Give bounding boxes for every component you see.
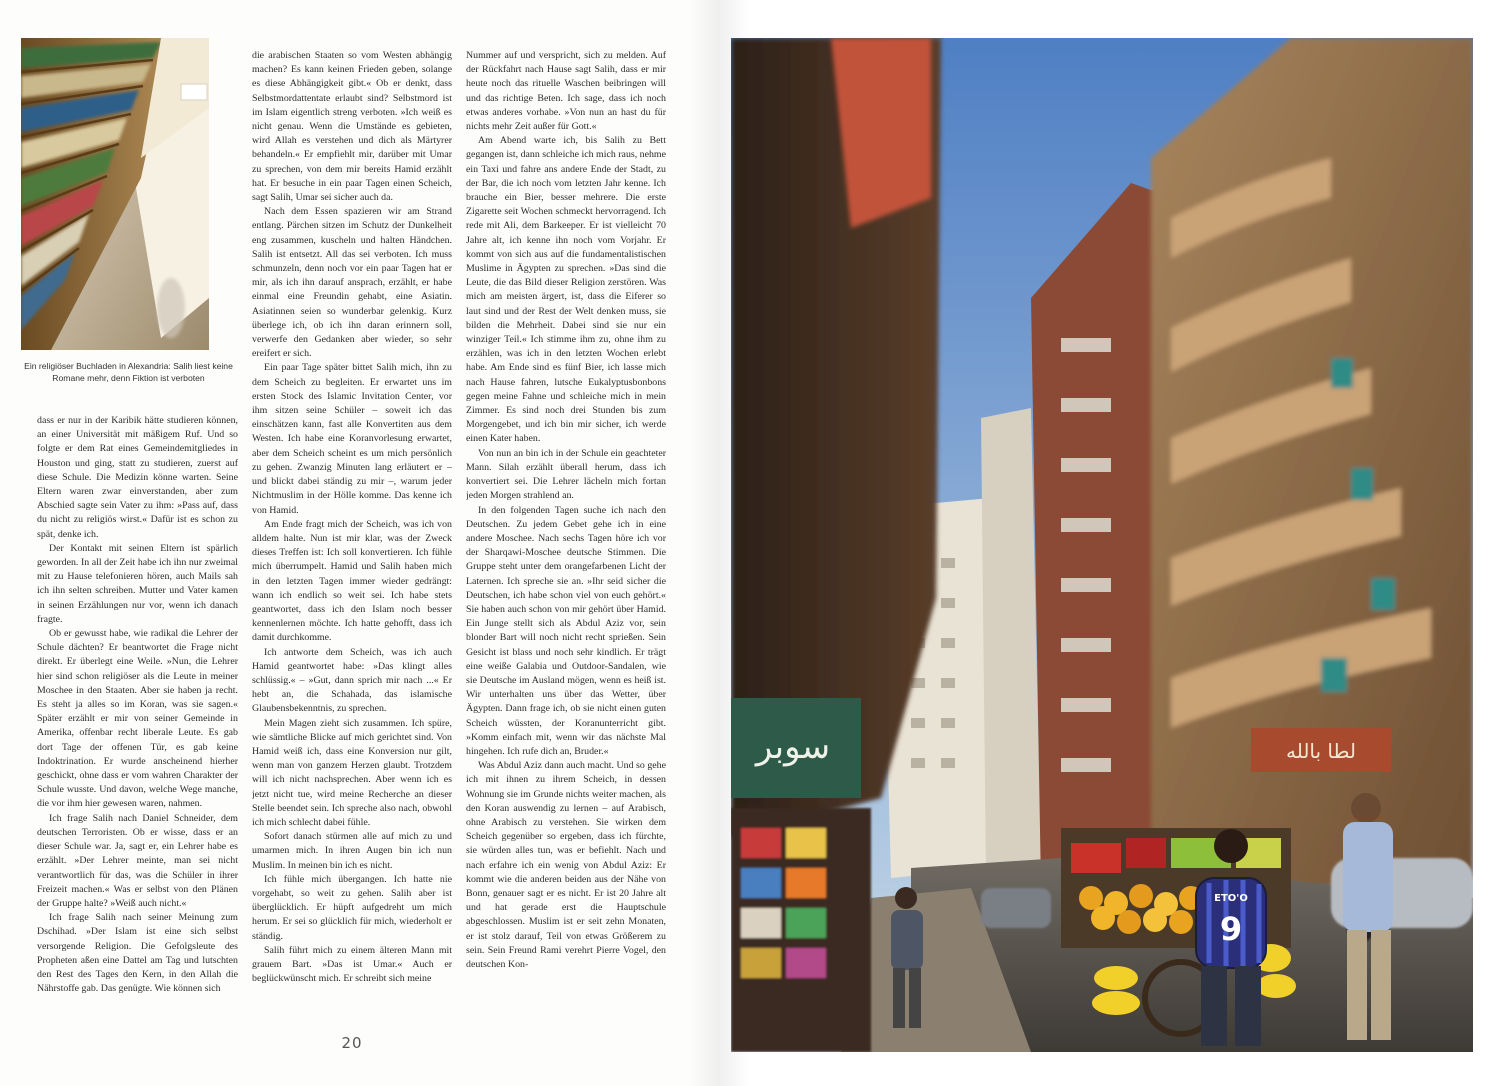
bookshop-photo [21, 38, 209, 350]
paragraph: Nummer auf und verspricht, sich zu melden. Auf der Rückfahrt nach Hause sagt Salih, dass er mir heute noch das rituelle Waschen beibringen will und das richtige Beten. Ich sage, dass ich noch etwas anderes vorhabe. »Von nun an hast du für nichts mehr Zeit außer für Gott.« [466, 50, 666, 133]
paragraph: dass er nur in der Karibik hätte studieren können, an einer Universität mit mäßigem Ruf. Und so folgte er dem Rat eines Gemeindemitgliedes in Houston und ging, statt zu studieren, zuerst auf diese Schule. Die Medizin könne warten. Seine Eltern waren zwar einverstanden, aber zum Abschied sagte sein Vater zu ihm: »Pass auf, dass du nicht zu religiös wirst.« Dafür ist es schon zu spät, denke ich. [37, 415, 238, 540]
paragraph: die arabischen Staaten so vom Westen abhängig machen? Es kann keinen Frieden geben, solange es diese Abhängigkeit gibt.« Ob er denkt, dass Selbstmordattentate erlaubt sind? Selbstmord ist im Islam eigentlich streng verboten. »Ich weiß es nicht genau. Wenn die Umstände es gebieten, wird Allah es verstehen und dich als Märtyrer behandeln.« Er empfiehlt mir, darüber mit Umar zu sprechen, von dem mir bereits Hamid erzählt hat. Er besuche in ein paar Tagen einen Scheich, sagt Salih, Umar sei sicher auch da. [252, 50, 452, 204]
paragraph: Salih führt mich zu einem älteren Mann mit grauem Bart. »Das ist Umar.« Auch er beglückwünscht mich. Er schreibt sich meine [252, 944, 452, 985]
bookshop-illustration [21, 38, 209, 350]
article-column-2 [252, 49, 452, 1024]
paragraph: Ein paar Tage später bittet Salih mich, ihn zu dem Scheich zu begleiten. Er erwartet uns im ersten Stock des Islamic Invitation Center, vor ihm sitzen seine Schüler – soweit ich das einschätzen kann, fast alle Konvertiten aus dem Westen. Ich habe eine Koranvorlesung erwartet, aber dem Scheich scheint es um mich persönlich zu gehen. Zwanzig Minuten lang erläutert er – und blickt dabei ständig zu mir –, warum jeder Nichtmuslim in der Hölle komme. Das kenne ich von Hamid. [252, 362, 452, 516]
paragraph: Sofort danach stürmen alle auf mich zu und umarmen mich. In ihren Augen bin ich nun Muslim. In meinen bin ich es nicht. [252, 831, 452, 871]
paragraph: Der Kontakt mit seinen Eltern ist spärlich geworden. In all der Zeit habe ich ihn nur zweimal mit zu Hause telefonieren hören, auch Mails sah ich ihn selten schreiben. Mutter und Vater kamen in seinen Erzählungen nur vor, wenn ich danach fragte. [37, 542, 238, 625]
paragraph: In den folgenden Tagen suche ich nach den Deutschen. Zu jedem Gebet gehe ich in eine andere Moschee. Nach sechs Tagen höre ich vor der Sharqawi-Moschee deutsche Stimmen. Die Gruppe steht unter dem orangefarbenen Licht der Laternen. Ich spreche sie an. »Ihr seid sicher die Deutschen, ich habe schon viel von euch gehört.« Sie haben auch schon von mir gehört über Hamid. Ein Junge stellt sich als Abdul Aziz vor, sein blonder Bart will noch nicht recht sprießen. Sein Gesicht ist blass und noch sehr kindlich. Er trägt eine weiße Galabia und Outdoor-Sandalen, wie sie Deutsche im Ausland mögen, wenn es heiß ist. Wir unterhalten uns über das Wetter, über Ägypten. Dann frage ich, ob sie nicht einen guten Scheich wüssten, der Koranunterricht gibt. »Komm einfach mit, wenn wir das nächste Mal hingehen. Ich rufe dich an, Bruder.« [466, 504, 666, 757]
balcony-sign-text: لطا بالله [1285, 739, 1357, 763]
paragraph: Ich antworte dem Scheich, was ich auch Hamid geantwortet habe: »Das klingt alles schlüssig.« – »Gut, dann sprich mir nach ...« Er hebt an, die Schahada, das islamische Glaubensbekenntnis, zu sprechen. [252, 646, 452, 715]
paragraph: Mein Magen zieht sich zusammen. Ich spüre, wie sämtliche Blicke auf mich gerichtet sind. Von Hamid weiß ich, dass eine Konversion nur gilt, wenn man von ganzem Herzen glaubt. Trotzdem will ich nicht nachsprechen. Aber wenn ich es jetzt nicht tue, wird meine Recherche an dieser Stelle beendet sein. Ich spreche also nach, obwohl ich mich schlecht dabei fühle. [252, 717, 452, 828]
street-photo [731, 38, 1473, 1052]
paragraph: Am Abend warte ich, bis Salih zu Bett gegangen ist, dann schleiche ich mich raus, nehme ein Taxi und fahre ans andere Ende der Stadt, zu der Bar, die ich noch vom letzten Jahr kenne. Ich brauche ein Bier, besser mehrere. Die erste Zigarette seit Wochen schmeckt hervorragend. Ich rede mit Ali, dem Barkeeper. Er ist vielleicht 70 Jahre alt, ich kenne ihn noch vom Vorjahr. Er kommt von sich aus auf die fundamentalistischen Muslime in Ägypten zu sprechen. »Das sind die Leute, die das Bild dieser Religion zerstören. Was mich am meisten ärgert, ist, dass die Eiferer so laut sind und der Rest der Welt denken muss, sie bilden die Mehrheit. Dabei sind sie nur ein winziger Teil.« Ich stimme ihm zu, ohne ihm zu erzählen, was ich in den letzten Wochen erlebt habe. Am Ende sind es fünf Bier, ich lasse mich nach Hause fahren, lutsche Eukalyptusbonbons gegen meine Fahne und schleiche mich in mein Zimmer. Es sind noch drei Stunden bis zum Morgengebet, und ich bin mir sicher, ich werde einen Kater haben. [466, 135, 666, 445]
left-page [0, 0, 720, 1086]
shop-sign-text: سوبر [755, 727, 831, 767]
paragraph: Was Abdul Aziz dann auch macht. Und so gehe ich mit ihnen zu ihrem Scheich, in dessen Wohnung sie im Grunde nichts weiter machen, als den Koran auswendig zu lernen – auf Arabisch, ohne Arabisch zu verstehen. Sie wirken dem Scheich gegenüber so ergeben, dass ich fürchte, sie würden alles tun, was er befiehlt. Nach und nach erfahre ich ein wenig von Abdul Aziz: Er kommt wie die anderen beiden aus der Nähe von Bonn, genauer sagt er es nicht. Er ist 20 Jahre alt und hat gerade erst die Hauptschule abgeschlossen. Muslim ist er seit zehn Monaten, er ist stolz darauf, Teil von etwas Größerem zu sein. Sein Freund Rami verehrt Pierre Vogel, den deutschen Kon- [466, 760, 666, 970]
photo-caption: Ein religiöser Buchladen in Alexandria: Salih liest keine Romane mehr, denn Fiktion ist verboten [24, 361, 233, 383]
paragraph: Ob er gewusst habe, wie radikal die Lehrer der Schule dächten? Er beantwortet die Frage nicht direkt. Er überlegt eine Weile. »Nun, die Lehrer hier sind schon religiöser als die Leute in meiner Moschee in den Staaten. Aber sie haben ja recht. Es steht ja alles so im Koran, was sie sagen.« Später erzählt er mir von seiner Gemeinde in Amerika, offenbar recht liberale Leute. Es gab dort Tage der offenen Tür, es gab keine Indoktrination. Er wurde anscheinend hierher geschickt, ohne dass er vom wahren Charakter der Schule wusste. Und davon, welche Wege manche, die vor ihm hier gewesen waren, nahmen. [37, 628, 238, 810]
page-number: 20 [341, 1034, 363, 1052]
paragraph: Am Ende fragt mich der Scheich, was ich von alldem halte. Nun ist mir klar, was der Zweck dieses Treffen ist: Ich soll konvertieren. Ich fühle mich überrumpelt. Hamid und Salih haben mich in den letzten Tagen immer wieder gedrängt: wann ich endlich so weit sei. Ich habe stets geantwortet, dass ich den Islam noch besser kennenlernen möchte. Ich hatte gehofft, dass ich damit durchkomme. [252, 518, 452, 644]
article-column-3 [466, 49, 666, 1024]
article-column-1 [37, 414, 238, 1024]
jersey-name: ETO'O [1214, 893, 1248, 904]
paragraph: Ich frage Salih nach Daniel Schneider, dem deutschen Terroristen. Ob er wisse, dass er an dieser Schule war. Ja, sagt er, ein Lehrer habe es erzählt. »Der Lehrer meinte, man sei nicht verantwortlich für das, was die Schüler in ihrer Freizeit machen.« Was er selbst von den Plänen der Gruppe halte? »Weiß auch nicht.« [37, 812, 238, 909]
paragraph: Ich fühle mich übergangen. Ich hatte nie vorgehabt, so weit zu gehen. Salih aber ist überglücklich. Er hüpft aufgedreht um mich herum. Er sei so glücklich für mich, wiederholt er ständig. [252, 873, 452, 942]
paragraph: Ich frage Salih nach seiner Meinung zum Dschihad. »Der Islam ist eine sich selbst versorgende Religion. Die Gefolgsleute des Propheten aßen eine Dattel am Tag und lutschten den Rest des Tages den Kern, in den Allah die Nährstoffe gab. Das genügte. Wie können sich [37, 912, 238, 995]
paragraph: Von nun an bin ich in der Schule ein geachteter Mann. Silah erzählt überall herum, dass ich konvertiert sei. Die Lehrer lächeln mich fortan jeden Morgen strahlend an. [466, 447, 666, 502]
jersey-number: 9 [1219, 910, 1243, 948]
street-scene-illustration [731, 38, 1473, 1052]
paragraph: Nach dem Essen spazieren wir am Strand entlang. Pärchen sitzen im Schutz der Dunkelheit eng zusammen, kuscheln und halten Händchen. Salih ist entsetzt. All das sei verboten. Ich muss schmunzeln, denn noch vor ein paar Tagen hat er mir, als ich ihn darauf ansprach, erzählt, er habe einmal eine Freundin gehabt, eine Asiatin. Asiatinnen seien so wunderbar gelenkig. Kurz überlege ich, ob ich ihn daran erinnern soll, verwerfe den Gedanken aber wieder, so sehr ereifert er sich. [252, 206, 452, 360]
